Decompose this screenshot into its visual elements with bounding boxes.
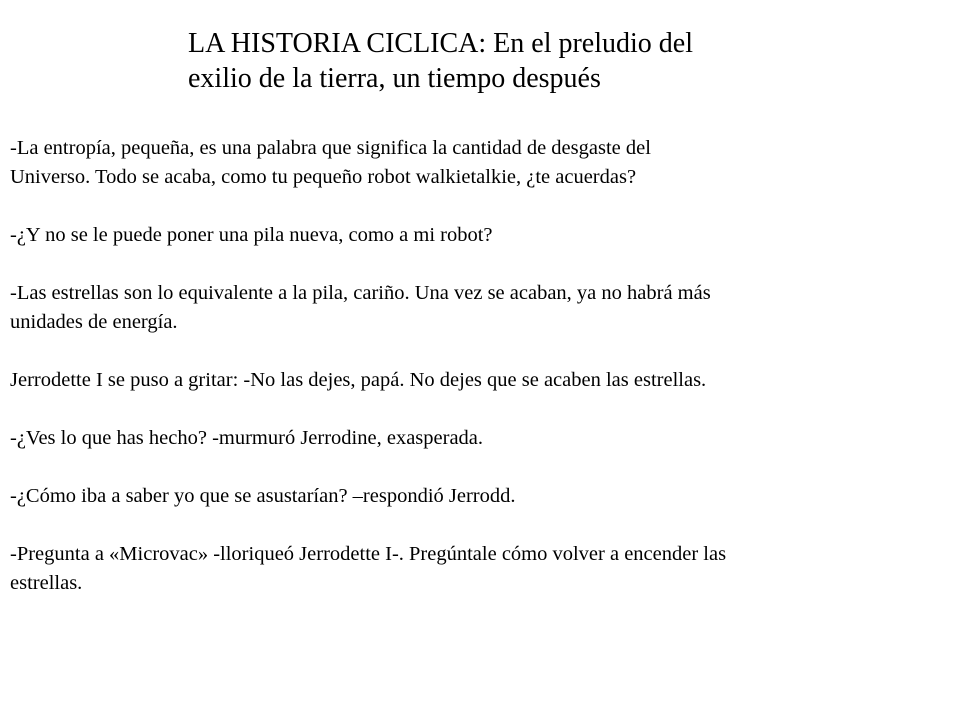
paragraph-jerrodette-shout — [10, 366, 955, 395]
paragraph-line: -Pregunta a «Microvac» -lloriqueó Jerrodette I-. Pregúntale cómo volver a encender las — [10, 543, 727, 565]
paragraph-new-battery — [10, 221, 955, 250]
paragraph-line: -¿Ves lo que has hecho? -murmuró Jerrodine, exasperada. — [10, 427, 484, 449]
paragraph-line: -¿Y no se le puede poner una pila nueva, como a mi robot? — [10, 224, 493, 246]
paragraph-stars-battery — [10, 279, 955, 337]
paragraph-microvac — [10, 540, 955, 598]
paragraph-spacer — [10, 511, 955, 540]
paragraph-spacer — [10, 250, 955, 279]
paragraph-jerrodine — [10, 424, 955, 453]
paragraph-spacer — [10, 192, 955, 221]
paragraph-line: estrellas. — [10, 572, 83, 594]
slide-title-line-2: exilio de la tierra, un tiempo después — [188, 63, 601, 94]
paragraph-line: -La entropía, pequeña, es una palabra que significa la cantidad de desgaste del — [10, 137, 651, 159]
paragraph-entropy — [10, 134, 955, 192]
paragraph-line: -Las estrellas son lo equivalente a la pila, cariño. Una vez se acaban, ya no habrá más — [10, 282, 711, 304]
paragraph-line: unidades de energía. — [10, 311, 178, 333]
paragraph-jerrodd — [10, 482, 955, 511]
slide-body — [10, 134, 955, 598]
paragraph-line: -¿Cómo iba a saber yo que se asustarían? –respondió Jerrodd. — [10, 485, 516, 507]
paragraph-spacer — [10, 453, 955, 482]
paragraph-line: Universo. Todo se acaba, como tu pequeño robot walkietalkie, ¿te acuerdas? — [10, 166, 637, 188]
slide-title — [188, 26, 888, 96]
slide-title-line-1: LA HISTORIA CICLICA: En el preludio del — [188, 28, 693, 59]
paragraph-spacer — [10, 337, 955, 366]
paragraph-spacer — [10, 395, 955, 424]
paragraph-line: Jerrodette I se puso a gritar: -No las dejes, papá. No dejes que se acaben las estrellas. — [10, 369, 707, 391]
